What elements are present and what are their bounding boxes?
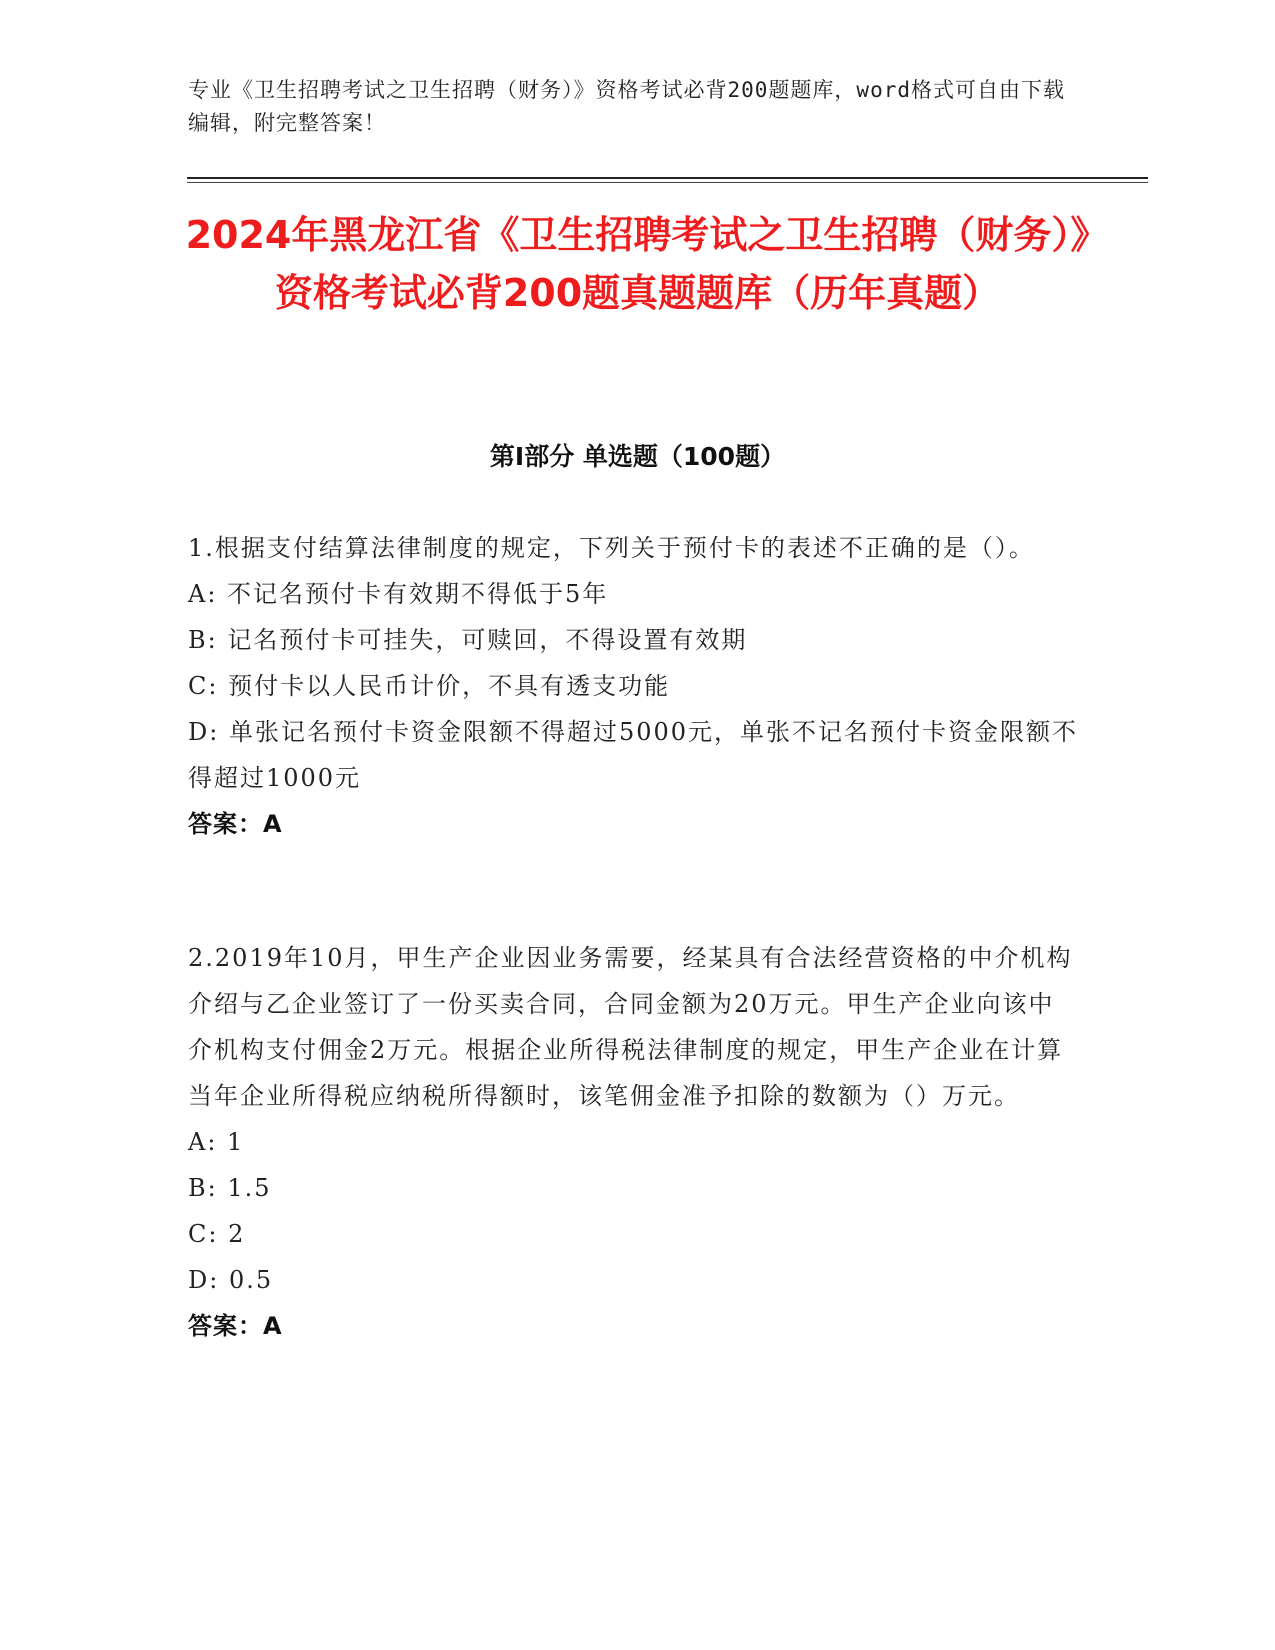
document-title: 2024年黑龙江省《卫生招聘考试之卫生招聘（财务）》资格考试必背200题真题题库（历年真题）	[185, 213, 1090, 315]
option-d: D: 单张记名预付卡资金限额不得超过5000元，单张不记名预付卡资金限额不得超过1000元	[188, 718, 1079, 792]
question-2	[188, 935, 1080, 1349]
option-c: C: 2	[188, 1220, 246, 1248]
option-c: C: 预付卡以人民币计价，不具有透支功能	[188, 672, 671, 700]
option-a: A: 不记名预付卡有效期不得低于5年	[188, 580, 609, 608]
header-note: 专业《卫生招聘考试之卫生招聘（财务）》资格考试必背200题题库，word格式可自由下载编辑，附完整答案！	[188, 78, 1065, 135]
option-b: B: 1.5	[188, 1174, 272, 1202]
question-text: 1.根据支付结算法律制度的规定，下列关于预付卡的表述不正确的是（）。	[188, 534, 1035, 562]
option-a: A: 1	[188, 1128, 245, 1156]
question-1	[188, 525, 1080, 847]
header-divider-thick	[187, 177, 1148, 179]
header-divider-thin	[187, 182, 1148, 183]
option-b: B: 记名预付卡可挂失，可赎回，不得设置有效期	[188, 626, 748, 654]
question-text: 2.2019年10月，甲生产企业因业务需要，经某具有合法经营资格的中介机构介绍与乙企业签订了一份买卖合同，合同金额为20万元。甲生产企业向该中介机构支付佣金2万元。根据企业所得税法律制度的规定，甲生产企业在计算当年企业所得税应纳税所得额时，该笔佣金准予扣除的数额为（）万元。	[188, 944, 1073, 1110]
answer: 答案：A	[188, 1312, 283, 1340]
option-d: D: 0.5	[188, 1266, 274, 1294]
section-heading: 第I部分 单选题（100题）	[489, 442, 786, 471]
answer: 答案：A	[188, 810, 283, 838]
